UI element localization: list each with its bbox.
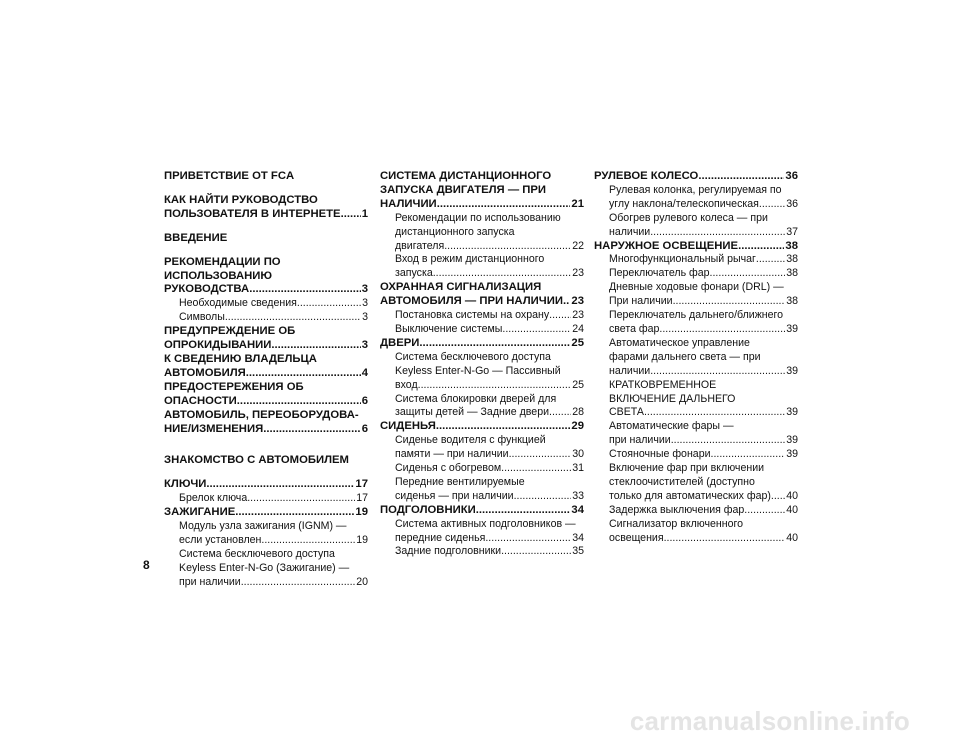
toc-entry[interactable]: [164, 576, 368, 590]
toc-heading[interactable]: [164, 506, 368, 520]
toc-entry: [594, 420, 798, 434]
toc-entry-title: ЗАПУСКА ДВИГАТЕЛЯ — ПРИ: [380, 183, 547, 196]
toc-page-number: 38: [786, 267, 798, 280]
toc-page-number: 34: [571, 503, 584, 516]
toc-entry-title: ЗНАКОМСТВО С АВТОМОБИЛЕМ: [164, 454, 349, 467]
toc-page-number: 19: [356, 533, 368, 546]
dot-leader: [673, 295, 786, 309]
toc-entry[interactable]: [380, 490, 584, 504]
toc-heading[interactable]: [380, 337, 584, 351]
toc-page-number: 39: [786, 322, 798, 335]
toc-entry-title: стеклоочистителей (доступно: [609, 475, 755, 488]
toc-entry: [594, 184, 798, 198]
toc-entry-title: РУКОВОДСТВА: [164, 283, 250, 296]
toc-entry[interactable]: [594, 365, 798, 379]
spacer: [164, 436, 368, 454]
toc-page-number: 17: [355, 478, 368, 491]
toc-page-number: 29: [571, 420, 584, 433]
toc-entry-title: ПРЕДУПРЕЖДЕНИЕ ОБ: [164, 325, 296, 338]
toc-column-3: [594, 170, 798, 545]
toc-page-number: 34: [572, 531, 584, 544]
toc-entry-title: Рекомендации по использованию: [395, 211, 561, 224]
toc-page-number: 4: [361, 366, 368, 379]
toc-entry[interactable]: [380, 406, 584, 420]
toc-heading[interactable]: [380, 420, 584, 434]
toc-heading: [164, 194, 368, 208]
toc-page-number: 19: [355, 506, 368, 519]
toc-entry: [594, 212, 798, 226]
toc-entry-title: освещения: [609, 531, 664, 544]
dot-leader: [501, 462, 571, 476]
toc-page-number: 30: [572, 448, 584, 461]
toc-page-number: 39: [786, 448, 798, 461]
toc-entry-title: При наличии: [609, 295, 673, 308]
dot-leader: [225, 311, 361, 325]
toc-entry[interactable]: [594, 226, 798, 240]
dot-leader: [710, 267, 786, 281]
dot-leader: [502, 323, 571, 337]
toc-page-number: 6: [361, 422, 368, 435]
toc-page-number: 25: [571, 336, 584, 349]
toc-entry-title: Система бесключевого доступа: [179, 547, 335, 560]
toc-entry-title: Многофункциональный рычаг: [609, 253, 756, 266]
dot-leader: [418, 379, 572, 393]
dot-leader: [698, 170, 784, 184]
toc-entry-title: если установлен: [179, 533, 262, 546]
toc-entry-title: АВТОМОБИЛЯ — ПРИ НАЛИЧИИ: [380, 295, 563, 308]
toc-entry-title: памяти — при наличии: [395, 448, 509, 461]
toc-entry: [594, 379, 798, 393]
dot-leader: [659, 323, 785, 337]
dot-leader: [744, 504, 785, 518]
toc-entry-title: Переключатель фар: [609, 267, 710, 280]
toc-entry[interactable]: [594, 295, 798, 309]
toc-heading: [164, 232, 368, 246]
dot-leader: [433, 267, 571, 281]
dot-leader: [671, 434, 786, 448]
dot-leader: [444, 240, 571, 254]
toc-entry: [380, 476, 584, 490]
spacer: [164, 222, 368, 232]
toc-page-number: 36: [785, 170, 798, 182]
toc-entry-title: Сиденья с обогревом: [395, 462, 502, 475]
toc-entry: [380, 253, 584, 267]
toc-heading: [164, 381, 368, 395]
toc-column-1: [164, 170, 368, 590]
toc-entry-title: СИДЕНЬЯ: [380, 420, 436, 433]
toc-entry: [164, 562, 368, 576]
toc-entry-title: НИЕ/ИЗМЕНЕНИЯ: [164, 422, 264, 435]
toc-entry-title: СВЕТА: [609, 406, 644, 419]
dot-leader: [237, 395, 361, 409]
toc-entry[interactable]: [380, 545, 584, 559]
toc-page-number: 3: [362, 297, 368, 310]
toc-entry-title: Система блокировки дверей для: [395, 392, 557, 405]
toc-entry[interactable]: [594, 267, 798, 281]
toc-entry-title: сиденья — при наличии: [395, 489, 514, 502]
toc-page-number: 35: [572, 545, 584, 558]
toc-page-number: 39: [786, 364, 798, 377]
toc-entry-title: Система активных подголовников —: [395, 517, 576, 530]
toc-entry-title: вход: [395, 378, 418, 391]
toc-entry-title: ОХРАННАЯ СИГНАЛИЗАЦИЯ: [380, 281, 542, 294]
toc-entry-title: двигателя: [395, 239, 445, 252]
toc-page-number: 31: [572, 462, 584, 475]
toc-heading: [164, 454, 368, 468]
toc-entry-title: наличии: [609, 225, 651, 238]
toc-heading[interactable]: [164, 208, 368, 222]
toc-page-number: 21: [571, 197, 584, 210]
toc-entry[interactable]: [380, 462, 584, 476]
toc-entry-title: Переключатель дальнего/ближнего: [609, 309, 784, 322]
toc-entry-title: Обогрев рулевого колеса — при: [609, 211, 768, 224]
toc-entry[interactable]: [594, 532, 798, 546]
toc-entry-title: Включение фар при включении: [609, 462, 765, 475]
toc-entry-title: КЛЮЧИ: [164, 478, 207, 491]
toc-entry-title: КАК НАЙТИ РУКОВОДСТВО: [164, 193, 318, 206]
toc-entry: [164, 520, 368, 534]
toc-entry-title: Задержка выключения фар: [609, 503, 745, 516]
toc-entry-title: ВКЛЮЧЕНИЕ ДАЛЬНЕГО: [609, 392, 736, 405]
toc-entry: [380, 226, 584, 240]
toc-entry: [594, 476, 798, 490]
toc-entry: [594, 309, 798, 323]
toc-entry-title: К СВЕДЕНИЮ ВЛАДЕЛЬЦА: [164, 352, 317, 365]
toc-entry-title: КРАТКОВРЕМЕННОЕ: [609, 378, 717, 391]
toc-entry-title: Выключение системы: [395, 322, 503, 335]
toc-page-number: 40: [786, 503, 798, 516]
toc-entry-title: Брелок ключа: [179, 492, 248, 505]
toc-entry: [380, 434, 584, 448]
toc-heading[interactable]: [164, 395, 368, 409]
dot-leader: [271, 339, 360, 353]
toc-entry[interactable]: [594, 434, 798, 448]
toc-entry[interactable]: [594, 448, 798, 462]
toc-heading[interactable]: [164, 283, 368, 297]
toc-page-number: 33: [572, 489, 584, 502]
toc-column-2: [380, 170, 584, 559]
spacer: [164, 184, 368, 194]
page-number: 8: [143, 558, 150, 572]
toc-page-number: 38: [786, 295, 798, 308]
toc-entry[interactable]: [164, 492, 368, 506]
toc-entry[interactable]: [380, 532, 584, 546]
dot-leader: [644, 406, 785, 420]
toc-entry: [594, 281, 798, 295]
toc-page-number: 3: [361, 283, 368, 296]
spacer: [164, 468, 368, 478]
toc-entry: [380, 351, 584, 365]
dot-leader: [549, 309, 571, 323]
toc-entry-title: наличии: [609, 364, 651, 377]
toc-page-number: 38: [785, 239, 798, 252]
toc-heading[interactable]: [380, 295, 584, 309]
dot-leader: [249, 283, 361, 297]
toc-entry-title: РЕКОМЕНДАЦИИ ПО: [164, 255, 281, 268]
toc-entry[interactable]: [380, 267, 584, 281]
dot-leader: [756, 253, 785, 267]
toc-heading[interactable]: [164, 339, 368, 353]
dot-leader: [514, 490, 572, 504]
toc-page-number: 40: [786, 531, 798, 544]
toc-entry[interactable]: [380, 323, 584, 337]
toc-heading: [380, 281, 584, 295]
toc-entry-title: Сиденье водителя с функцией: [395, 434, 546, 447]
toc-page-number: 25: [572, 378, 584, 391]
toc-entry-title: ИСПОЛЬЗОВАНИЮ: [164, 269, 273, 282]
toc-heading[interactable]: [164, 478, 368, 492]
toc-entry[interactable]: [380, 379, 584, 393]
toc-heading: [380, 184, 584, 198]
toc-entry-title: ПОЛЬЗОВАТЕЛЯ В ИНТЕРНЕТЕ: [164, 207, 341, 220]
toc-page-number: 40: [786, 489, 798, 502]
toc-entry[interactable]: [594, 253, 798, 267]
dot-leader: [650, 226, 785, 240]
toc-entry-title: защиты детей — Задние двери: [395, 406, 550, 419]
toc-entry: [594, 462, 798, 476]
toc-heading[interactable]: [380, 504, 584, 518]
toc-entry[interactable]: [380, 240, 584, 254]
dot-leader: [247, 492, 355, 506]
toc-page-number: 23: [572, 267, 584, 280]
dot-leader: [501, 545, 571, 559]
toc-entry-title: света фар: [609, 322, 660, 335]
dot-leader: [246, 367, 361, 381]
toc-entry-title: СИСТЕМА ДИСТАНЦИОННОГО: [380, 170, 552, 182]
toc-entry: [380, 365, 584, 379]
toc-entry-title: при наличии: [179, 575, 241, 588]
toc-page-number: 24: [572, 322, 584, 335]
toc-entry[interactable]: [164, 311, 368, 325]
watermark: carmanualsonline.info: [629, 706, 910, 736]
toc-entry[interactable]: [594, 406, 798, 420]
toc-page-number: 37: [786, 225, 798, 238]
toc-entry[interactable]: [594, 323, 798, 337]
dot-leader: [261, 534, 355, 548]
toc-entry: [594, 337, 798, 351]
toc-page-number: 36: [786, 197, 798, 210]
toc-entry: [380, 518, 584, 532]
dot-leader: [263, 423, 361, 437]
dot-leader: [297, 297, 361, 311]
toc-entry-title: Стояночные фонари: [609, 448, 711, 461]
toc-page-number: 1: [361, 207, 368, 220]
toc-page-number: 3: [361, 339, 368, 352]
toc-heading: [164, 325, 368, 339]
toc-heading: [164, 256, 368, 270]
dot-leader: [341, 208, 361, 222]
toc-entry-title: при наличии: [609, 434, 671, 447]
toc-entry-title: АВТОМОБИЛЬ, ПЕРЕОБОРУДОВА-: [164, 408, 359, 421]
toc-page-number: 20: [356, 575, 368, 588]
toc-entry-title: Символы: [179, 311, 225, 324]
toc-entry-title: Модуль узла зажигания (IGNM) —: [179, 520, 347, 533]
toc-entry-title: НАЛИЧИИ: [380, 197, 437, 210]
toc-entry-title: фарами дальнего света — при: [609, 350, 761, 363]
toc-heading: [164, 353, 368, 367]
toc-entry-title: Задние подголовники: [395, 545, 502, 558]
toc-entry: [380, 212, 584, 226]
toc-entry[interactable]: [164, 534, 368, 548]
toc-entry-title: Keyless Enter-N-Go — Пассивный: [395, 364, 561, 377]
dot-leader: [738, 240, 784, 254]
toc-entry[interactable]: [164, 297, 368, 311]
toc-entry-title: только для автоматических фар): [609, 489, 771, 502]
dot-leader: [771, 490, 785, 504]
toc-entry-title: дистанционного запуска: [395, 225, 515, 238]
toc-entry-title: запуска: [395, 267, 433, 280]
toc-heading[interactable]: [164, 423, 368, 437]
toc-page-number: 23: [572, 309, 584, 322]
dot-leader: [206, 478, 354, 492]
dot-leader: [759, 198, 785, 212]
toc-entry: [380, 393, 584, 407]
dot-leader: [711, 448, 786, 462]
toc-heading[interactable]: [594, 240, 798, 254]
toc-heading: [164, 409, 368, 423]
toc-entry-title: ВВЕДЕНИЕ: [164, 231, 228, 244]
dot-leader: [664, 532, 786, 546]
toc-page-number: 39: [786, 434, 798, 447]
toc-entry: [594, 518, 798, 532]
toc-entry[interactable]: [380, 448, 584, 462]
toc-entry-title: ЗАЖИГАНИЕ: [164, 506, 236, 519]
toc-entry-title: ОПРОКИДЫВАНИИ: [164, 339, 272, 352]
toc-page-number: 39: [786, 406, 798, 419]
toc-heading[interactable]: [164, 367, 368, 381]
toc-entry-title: Дневные ходовые фонари (DRL) —: [609, 281, 784, 294]
toc-entry-title: углу наклона/телескопическая: [609, 197, 759, 210]
toc-entry-title: ПРЕДОСТЕРЕЖЕНИЯ ОБ: [164, 380, 304, 393]
toc-page-number: 23: [571, 295, 584, 308]
toc-entry-title: передние сиденья: [395, 531, 486, 544]
toc-entry-title: Необходимые сведения: [179, 297, 297, 310]
toc-entry[interactable]: [594, 198, 798, 212]
toc-entry-title: АВТОМОБИЛЯ: [164, 366, 246, 379]
toc-entry-title: Система бесключевого доступа: [395, 350, 551, 363]
toc-entry-title: РУЛЕВОЕ КОЛЕСО: [594, 170, 699, 182]
toc-entry-title: ПОДГОЛОВНИКИ: [380, 503, 476, 516]
toc-entry: [594, 393, 798, 407]
dot-leader: [419, 337, 570, 351]
dot-leader: [436, 420, 571, 434]
toc-page-number: 17: [356, 492, 368, 505]
dot-leader: [485, 532, 571, 546]
dot-leader: [563, 295, 570, 309]
dot-leader: [437, 198, 571, 212]
toc-heading: [164, 170, 368, 184]
toc-page-number: 3: [362, 311, 368, 324]
toc-entry-title: ДВЕРИ: [380, 336, 420, 349]
dot-leader: [235, 506, 354, 520]
toc-heading: [164, 270, 368, 284]
toc-entry-title: Передние вентилируемые: [395, 475, 525, 488]
dot-leader: [476, 504, 571, 518]
toc-page-number: 22: [572, 239, 584, 252]
toc-entry-title: Автоматические фары —: [609, 420, 734, 433]
toc-heading: [380, 170, 584, 184]
toc-heading[interactable]: [594, 170, 798, 184]
toc-entry-title: Рулевая колонка, регулируемая по: [609, 183, 782, 196]
toc-entry-title: Постановка системы на охрану: [395, 309, 550, 322]
toc-entry-title: НАРУЖНОЕ ОСВЕЩЕНИЕ: [594, 239, 739, 252]
dot-leader: [650, 365, 785, 379]
dot-leader: [509, 448, 572, 462]
toc-entry-title: ОПАСНОСТИ: [164, 394, 237, 407]
toc-entry[interactable]: [380, 309, 584, 323]
toc-entry-title: ПРИВЕТСТВИЕ ОТ FCA: [164, 170, 295, 182]
toc-heading[interactable]: [380, 198, 584, 212]
toc-entry: [594, 351, 798, 365]
spacer: [164, 246, 368, 256]
dot-leader: [241, 576, 356, 590]
toc-entry-title: Автоматическое управление: [609, 336, 750, 349]
toc-page-number: 6: [361, 394, 368, 407]
toc-page-number: 28: [572, 406, 584, 419]
toc-page-number: 38: [786, 253, 798, 266]
dot-leader: [549, 406, 571, 420]
toc-entry: [164, 548, 368, 562]
toc-entry-title: Сигнализатор включенного: [609, 517, 744, 530]
toc-entry-title: Вход в режим дистанционного: [395, 253, 545, 266]
toc-entry[interactable]: [594, 504, 798, 518]
toc-entry-title: Keyless Enter-N-Go (Зажигание) —: [179, 561, 350, 574]
toc-entry[interactable]: [594, 490, 798, 504]
